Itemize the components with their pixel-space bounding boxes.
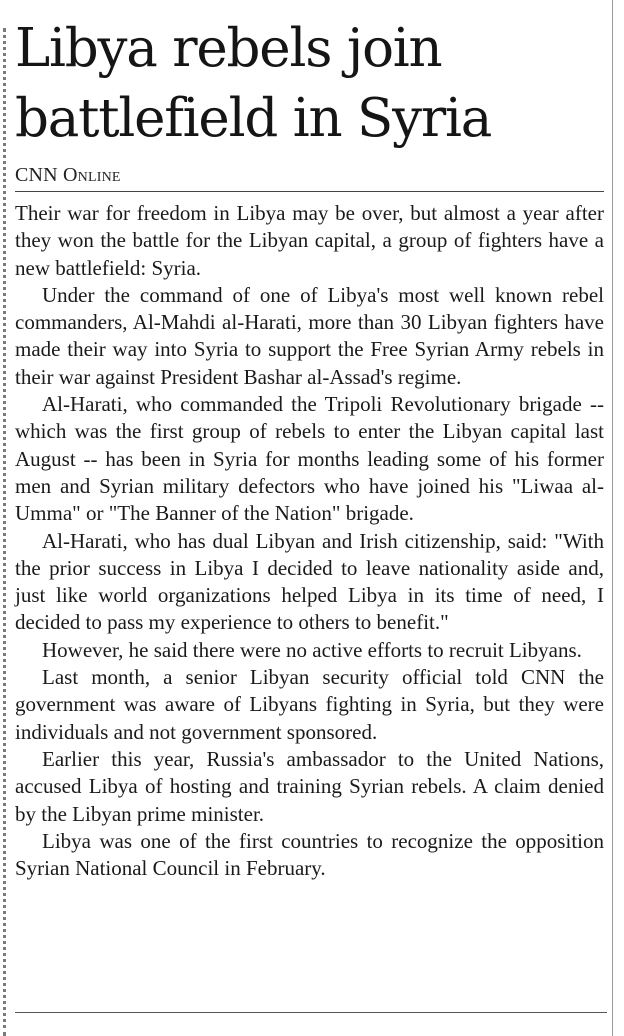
paragraph: Al-Harati, who commanded the Tripoli Revolutionary brigade -- which was the first group of rebels to enter the Libyan capital last August -- has been in Syria for months leading some of his former men and Syrian military defectors who have joined his "Liwaa al-Umma" or "The Banner of the Nation" brigade. [15,392,604,526]
paragraph: Libya was one of the first countries to recognize the opposition Syrian National Council in February. [15,828,604,881]
headline: Libya rebels join battlefield in Syria [15,18,492,149]
left-dotted-column-rule [3,28,6,1036]
bottom-rule [15,1012,607,1013]
paragraph: Their war for freedom in Libya may be over, but almost a year after they won the battle for the Libyan capital, a group of fighters have a new battlefield: Syria. [15,201,604,280]
article-body [15,200,604,882]
paragraph: Earlier this year, Russia's ambassador to the United Nations, accused Libya of hosting and training Syrian rebels. A claim denied by the Libyan prime minister. [15,746,604,826]
paragraph: Al-Harati, who has dual Libyan and Irish citizenship, said: "With the prior success in Libya I decided to leave nationality aside and, just like world organizations helped Libya in its time of need, I decided to pass my experience to others to benefit." [15,528,604,635]
paragraph: Under the command of one of Libya's most well known rebel commanders, Al-Mahdi al-Harati, more than 30 Libyan fighters have made their way into Syria to support the Free Syrian Army rebels in their war against President Bashar al-Assad's regime. [15,282,604,389]
paragraph: However, he said there were no active efforts to recruit Libyans. [42,637,582,662]
right-column-rule [612,0,613,1036]
article [15,14,604,882]
paragraph: Last month, a senior Libyan security official told CNN the government was aware of Libyans fighting in Syria, but they were individuals and not government sponsored. [15,665,604,744]
byline: CNN Online [15,164,604,192]
